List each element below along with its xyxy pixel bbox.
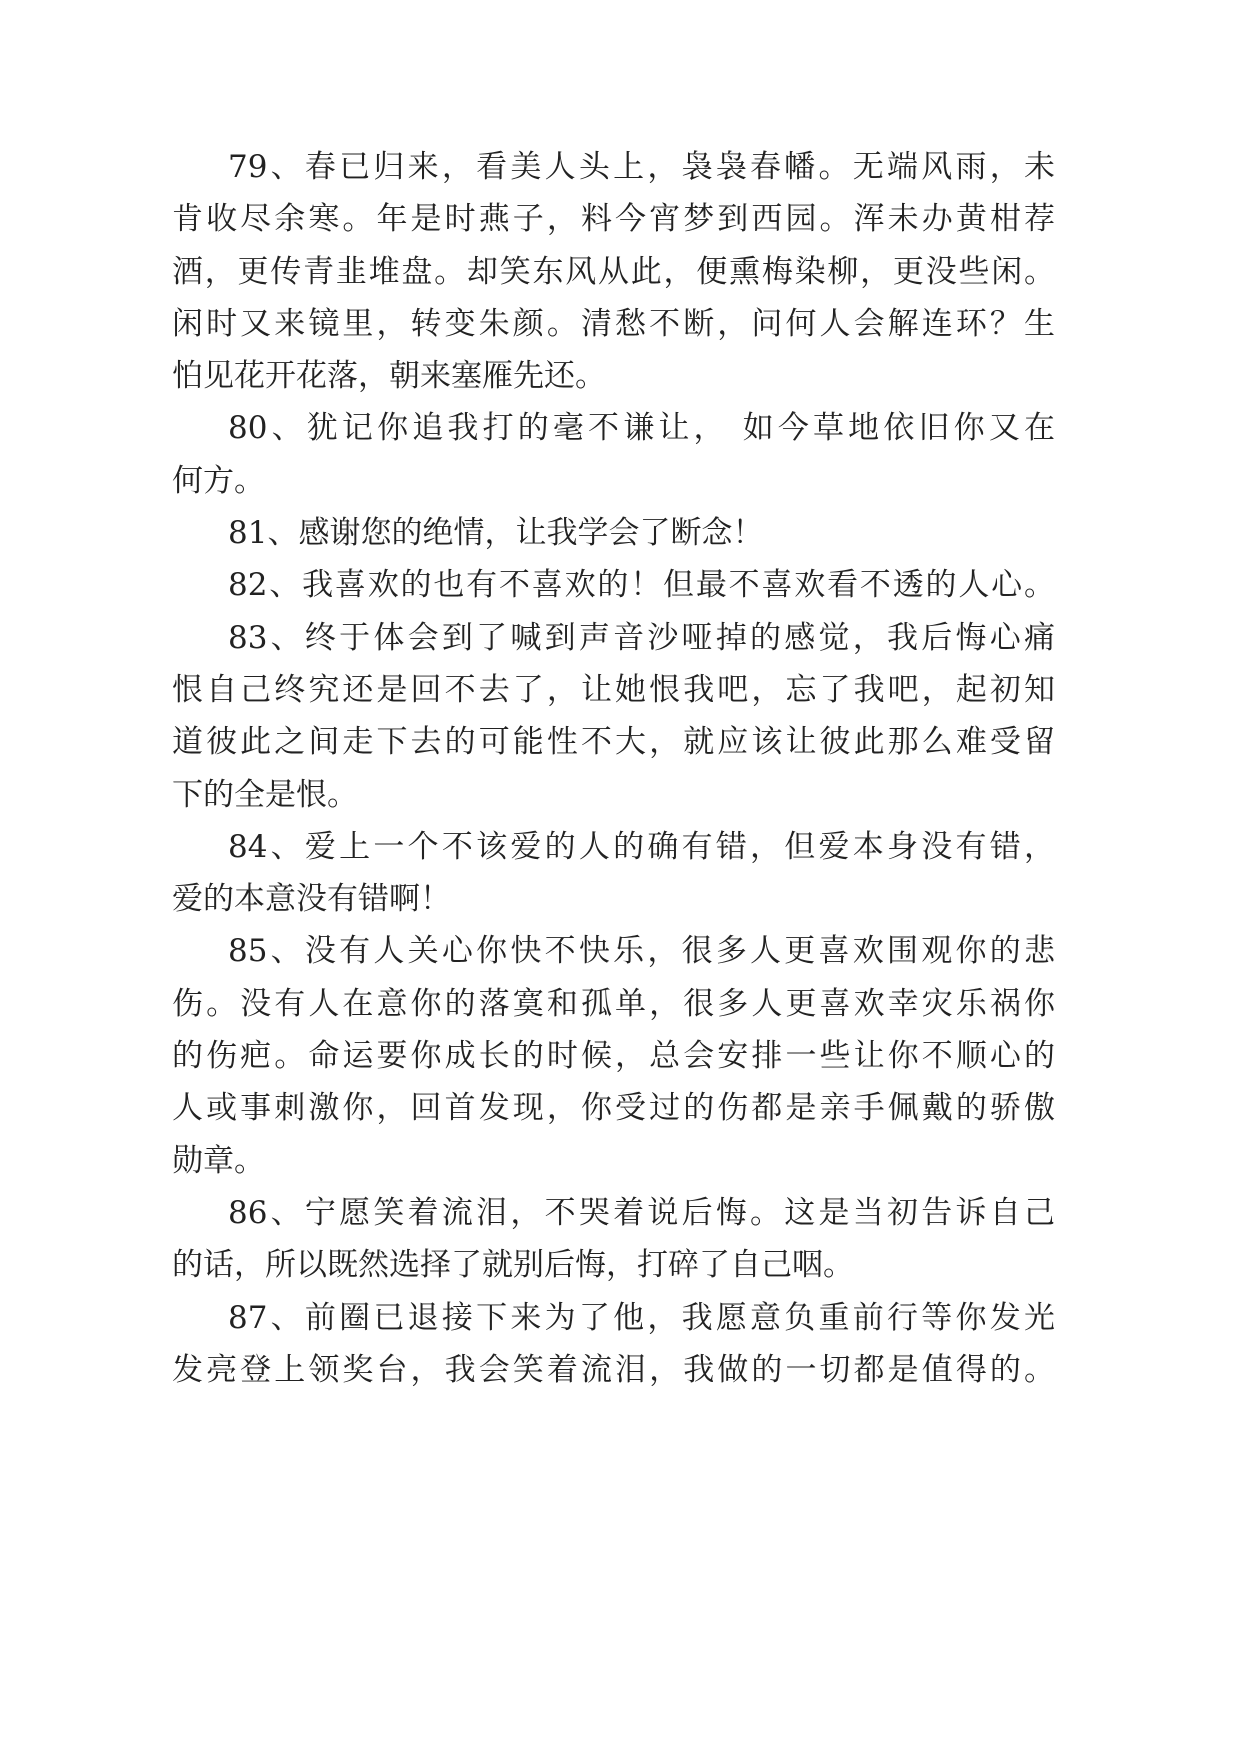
text-line: 85、没有人关心你快不快乐，很多人更喜欢围观你的悲 [228,933,1055,970]
paragraph-80 [172,402,1055,507]
text-line: 酒，更传青韭堆盘。却笑东风从此，便熏梅染柳，更没些闲。 [172,253,1055,290]
paragraph-84 [172,821,1055,926]
text-line: 的伤疤。命运要你成长的时候，总会安排一些让你不顺心的 [172,1038,1055,1075]
paragraph-85 [172,925,1055,1186]
text-line: 肯收尽余寒。年是时燕子，料今宵梦到西园。浑未办黄柑荐 [172,201,1055,238]
text-line: 恨自己终究还是回不去了，让她恨我吧，忘了我吧，起初知 [172,671,1055,708]
text-line: 下的全是恨。 [172,776,358,813]
text-line: 82、我喜欢的也有不喜欢的！但最不喜欢看不透的人心。 [228,567,1055,604]
text-line: 81、感谢您的绝情，让我学会了断念！ [228,515,764,552]
text-line: 80、犹记你追我打的毫不谦让， 如今草地依旧你又在 [228,410,1055,447]
paragraph-83 [172,612,1055,821]
text-line: 86、宁愿笑着流泪，不哭着说后悔。这是当初告诉自己 [228,1194,1055,1231]
text-line: 道彼此之间走下去的可能性不大，就应该让彼此那么难受留 [172,724,1055,761]
text-line: 人或事刺激你，回首发现，你受过的伤都是亲手佩戴的骄傲 [172,1090,1055,1127]
paragraph-81 [172,507,1055,559]
text-line: 84、爱上一个不该爱的人的确有错，但爱本身没有错， [228,828,1055,865]
text-line: 的话，所以既然选择了就别后悔，打碎了自己咽。 [172,1247,854,1284]
text-line: 勋章。 [172,1142,265,1179]
text-line: 87、前圈已退接下来为了他，我愿意负重前行等你发光 [228,1299,1055,1336]
text-line: 83、终于体会到了喊到声音沙哑掉的感觉，我后悔心痛 [228,619,1055,656]
text-line: 何方。 [172,462,265,499]
text-line: 怕见花开花落，朝来塞雁先还。 [172,358,606,395]
text-line: 伤。没有人在意你的落寞和孤单，很多人更喜欢幸灾乐祸你 [172,985,1055,1022]
text-line: 闲时又来镜里，转变朱颜。清愁不断，问何人会解连环？生 [172,305,1055,342]
document-body [172,141,1055,1396]
text-line: 79、春已归来，看美人头上，袅袅春幡。无端风雨，未 [228,149,1055,185]
paragraph-87 [172,1292,1055,1397]
paragraph-82 [172,559,1055,611]
text-line: 爱的本意没有错啊！ [172,881,451,918]
paragraph-79 [172,141,1055,402]
text-line: 发亮登上领奖台，我会笑着流泪，我做的一切都是值得的。 [172,1351,1055,1388]
paragraph-86 [172,1187,1055,1292]
